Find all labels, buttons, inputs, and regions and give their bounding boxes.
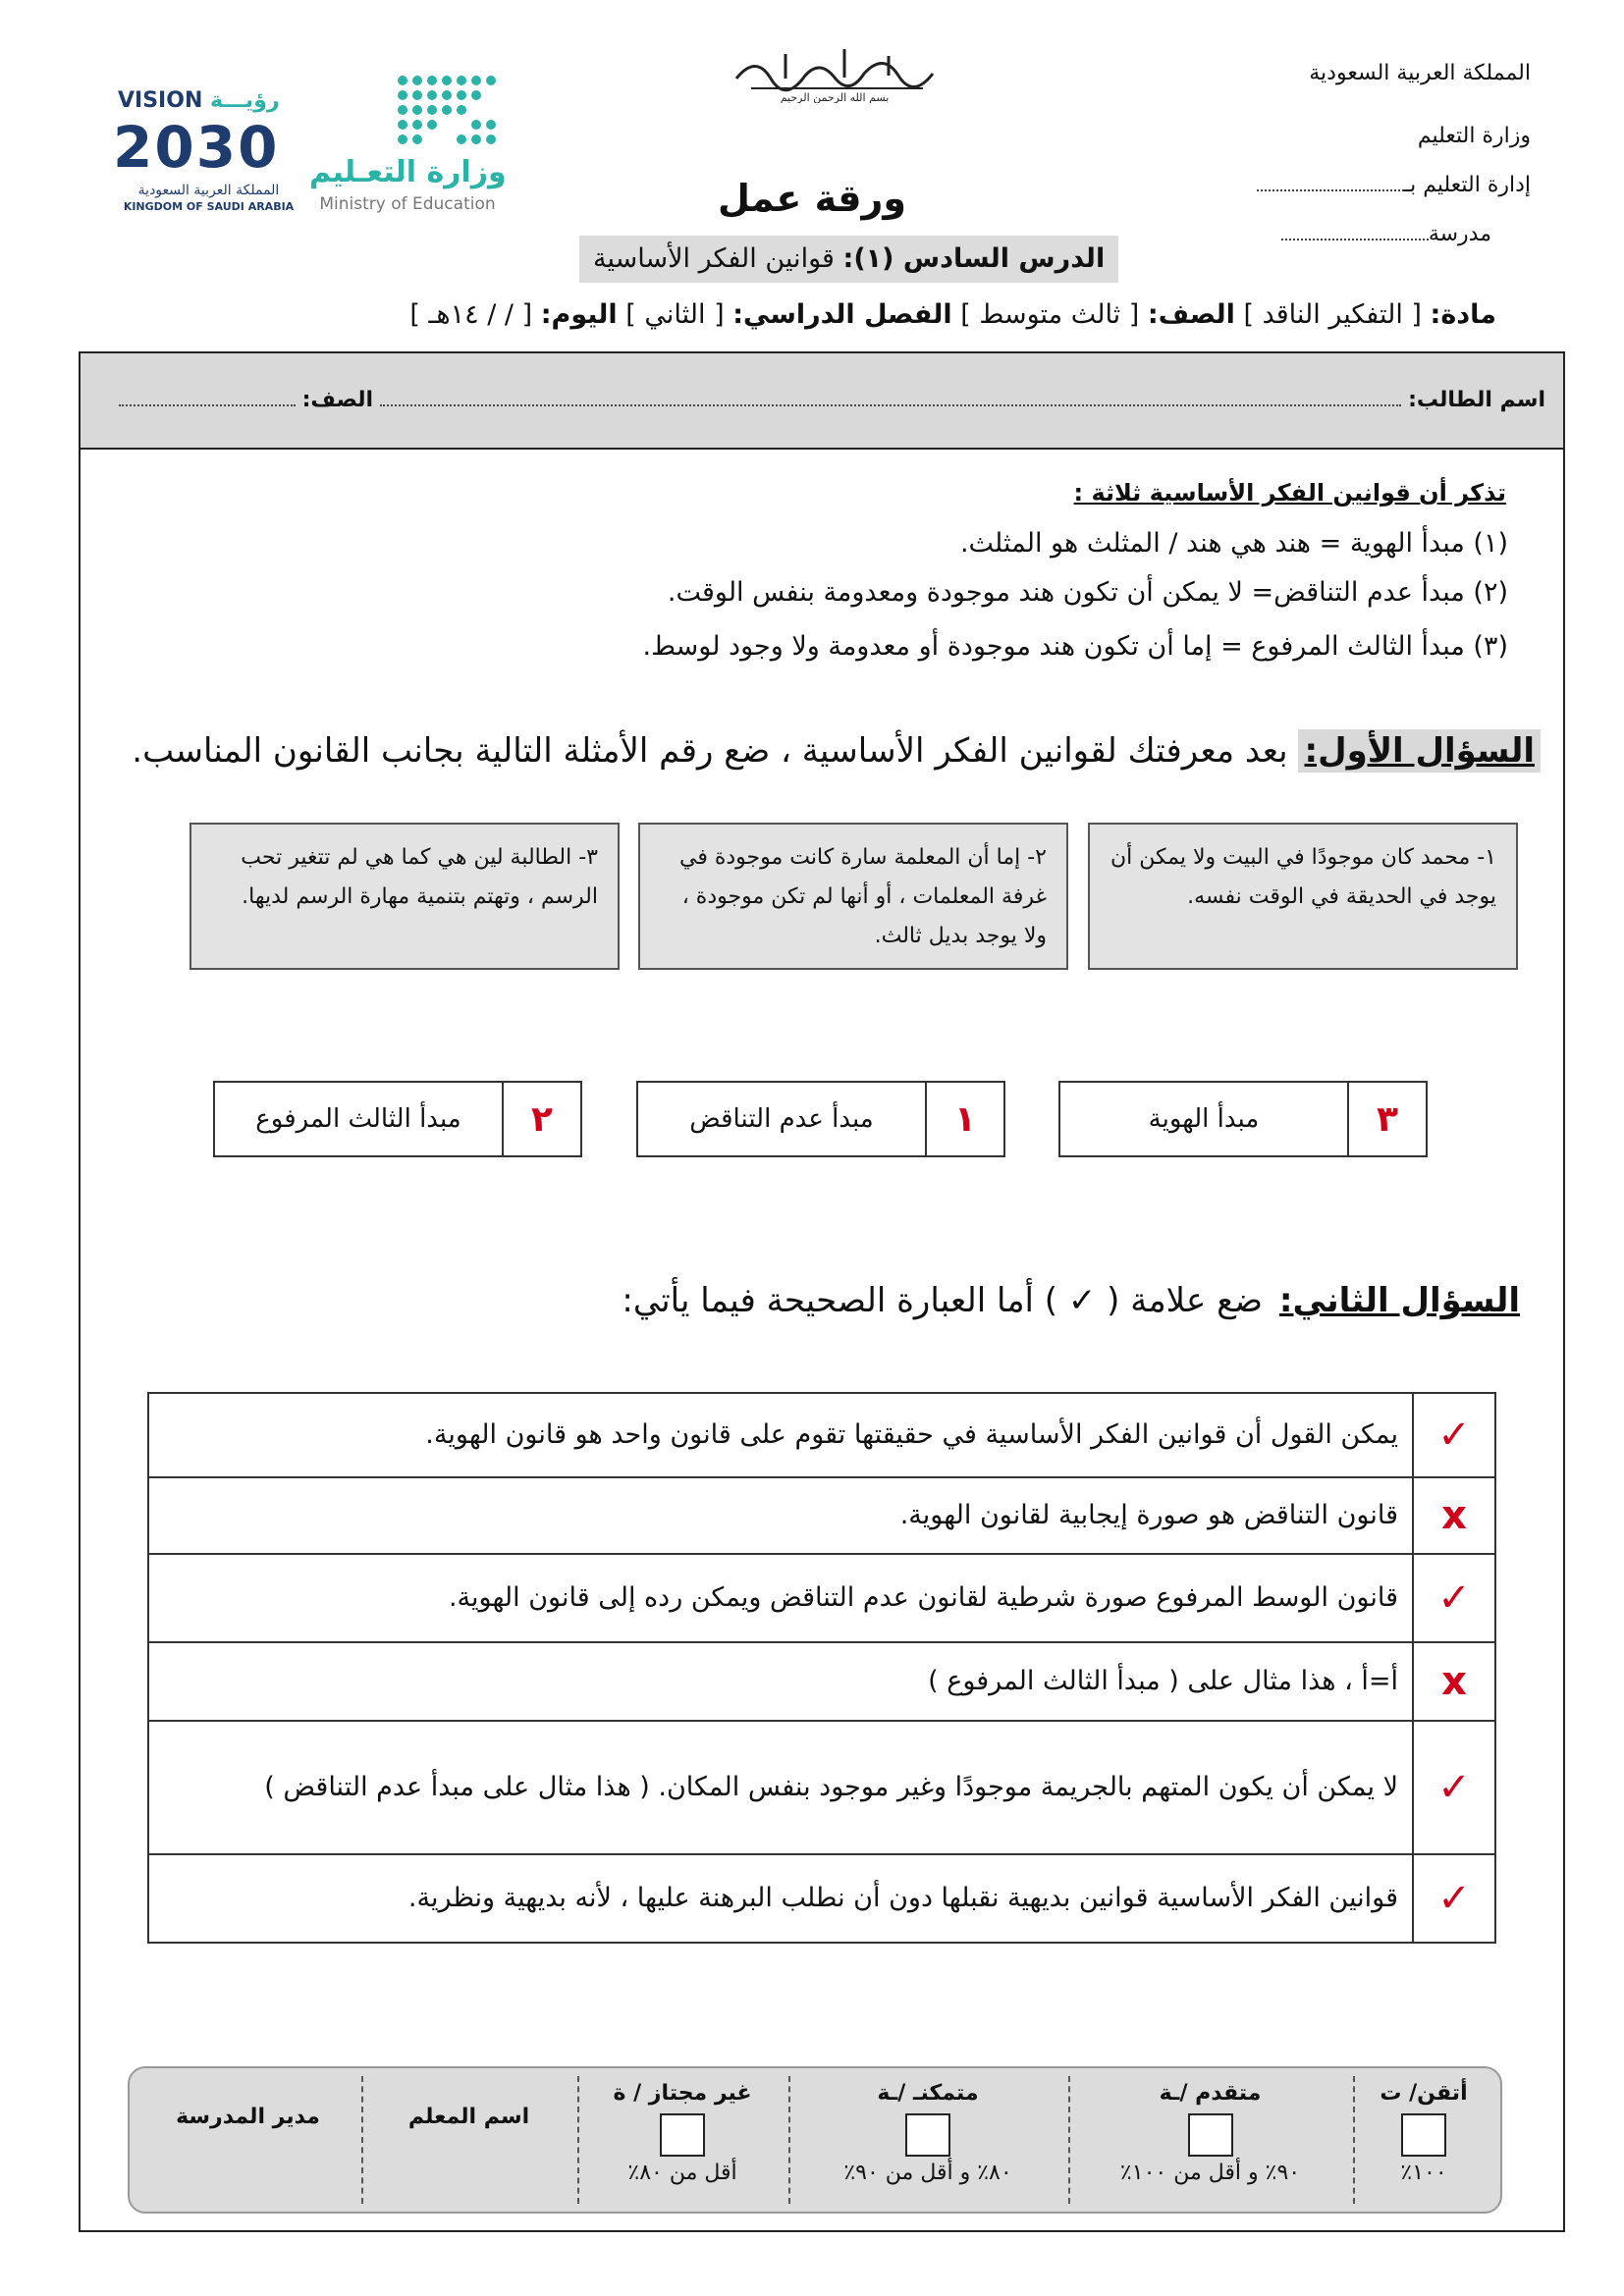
law-name: مبدأ الهوية [1148,1104,1260,1134]
answer-mark[interactable]: ✓ [1413,1854,1495,1943]
term-value: [ الثاني ] [625,299,725,330]
table-row [148,1477,1495,1554]
vision-year: 2030 [113,114,280,181]
school-line: مدرسة [1207,210,1531,259]
lesson-label: الدرس السادس (١): [842,243,1106,274]
lesson-name: قوانين الفكر الأساسية [593,243,835,274]
grade-level-range: ٨٠٪ و أقل من ٩٠٪ [843,2161,1012,2185]
grade-level-not-passed [579,2073,785,2207]
example-box: ١- محمد كان موجودًا في البيت ولا يمكن أن يوجد في الحديقة في الوقت نفسه. [1088,823,1518,970]
law-answer-number[interactable]: ٣ [1347,1083,1426,1155]
question-one-label: السؤال الأول: [1298,729,1541,773]
reminder-item: (١) مبدأ الهوية = هند هي هند / المثلث هو المثلث. [959,528,1508,559]
grade-divider [1353,2076,1355,2204]
law-box-excluded-middle [213,1081,582,1157]
worksheet-title: ورقة عمل [717,177,906,220]
table-row [148,1854,1495,1943]
lesson-title [579,236,1118,283]
moe-english-name: Ministry of Education [319,194,496,214]
table-row [148,1721,1495,1854]
principal-cell [137,2073,358,2207]
student-class-field[interactable] [119,403,296,406]
basmala-calligraphy [727,34,943,103]
student-name-label: اسم الطالب: [1408,388,1545,412]
law-name: مبدأ الثالث المرفوع [255,1104,461,1134]
example-box: ٢- إما أن المعلمة سارة كانت موجودة في غرفة المعلمات ، أو أنها لم تكن موجودة ، ولا يوجد بديل ثالث. [638,823,1068,970]
subject-value: [ التفكير الناقد ] [1243,299,1422,330]
school-header [1207,49,1531,259]
vision-kingdom-arabic: المملكة العربية السعودية [137,183,280,198]
term-label: الفصل الدراسي: [732,299,952,330]
svg-text:بسم الله الرحمن الرحيم: بسم الله الرحمن الرحيم [780,91,890,103]
grade-level-title: غير مجتاز / ة [613,2081,752,2106]
vision-english-word: VISION [118,88,203,113]
ministry-name: وزارة التعليم [1417,124,1531,148]
student-name-field[interactable] [380,403,1401,406]
grade-level-proficient [790,2073,1065,2207]
statement-text: يمكن القول أن قوانين الفكر الأساسية في حقيقتها تقوم على قانون واحد هو قانون الهوية. [148,1393,1413,1477]
grade-divider [1068,2076,1070,2204]
statement-text: لا يمكن أن يكون المتهم بالجريمة موجودًا وغير موجود بنفس المكان. ( هذا مثال على مبدأ عدم التناقض ) [148,1721,1413,1854]
principal-label: مدير المدرسة [176,2105,320,2129]
kingdom-name: المملكة العربية السعودية [1309,61,1531,85]
subject-label: مادة: [1430,299,1496,330]
answer-mark[interactable]: x [1413,1477,1495,1554]
grade-checkbox[interactable] [660,2113,705,2157]
class-label: الصف: [1147,299,1235,330]
grade-checkbox[interactable] [905,2113,950,2157]
question-two-table [147,1392,1496,1944]
grade-divider [577,2076,579,2204]
grade-level-title: أتقن/ ت [1380,2081,1468,2106]
question-two-heading [622,1281,1526,1320]
grade-level-mastered [1355,2073,1492,2207]
table-row [148,1554,1495,1642]
teacher-name-label: اسم المعلم [407,2105,530,2129]
statement-text: قانون الوسط المرفوع صورة شرطية لقانون عدم التناقض ويمكن رده إلى قانون الهوية. [148,1554,1413,1642]
reminder-item: (٢) مبدأ عدم التناقض= لا يمكن أن تكون هند موجودة ومعدومة بنفس الوقت. [667,577,1508,608]
grade-level-title: متمكنـ /ـة [877,2081,979,2106]
table-row [148,1393,1495,1477]
grade-level-range: أقل من ٨٠٪ [627,2161,737,2185]
table-row [148,1642,1495,1721]
grade-divider [361,2076,363,2204]
statement-text: قوانين الفكر الأساسية قوانين بديهية نقبلها دون أن نطلب البرهنة عليها ، لأنه بديهية ونظرية. [148,1854,1413,1943]
answer-mark[interactable]: x [1413,1642,1495,1721]
grade-level-range: ٩٠٪ و أقل من ١٠٠٪ [1119,2161,1301,2185]
day-label: اليوم: [540,299,618,330]
student-class-label: الصف: [301,388,374,412]
vision-arabic-word: رؤيـــة [210,88,280,113]
law-box-non-contradiction [636,1081,1005,1157]
reminder-item: (٣) مبدأ الثالث المرفوع = إما أن تكون هند موجودة أو معدومة ولا وجود لوسط. [642,631,1508,662]
grade-level-range: ١٠٠٪ [1400,2161,1447,2185]
statement-text: أ=أ ، هذا مثال على ( مبدأ الثالث المرفوع ) [148,1642,1413,1721]
student-name-line [119,388,1545,412]
moe-arabic-name: وزارة التعـليم [309,155,507,189]
course-info-line [102,299,1496,330]
grade-level-title: متقدم /ـة [1159,2081,1262,2106]
question-two-label: السؤال الثاني: [1278,1281,1520,1320]
law-box-identity [1058,1081,1428,1157]
vision-kingdom-english: KINGDOM OF SAUDI ARABIA [123,200,295,213]
question-one-text: بعد معرفتك لقوانين الفكر الأساسية ، ضع رقم الأمثلة التالية بجانب القانون المناسب. [132,731,1288,771]
teacher-name-cell [363,2073,574,2207]
statement-text: قانون التناقض هو صورة إيجابية لقانون الهوية. [148,1477,1413,1554]
date-value: [ / / ١٤هـ ] [409,299,533,330]
question-one-heading [132,731,1541,771]
grade-checkbox[interactable] [1401,2113,1446,2157]
grade-divider [788,2076,790,2204]
class-value: [ ثالث متوسط ] [960,299,1140,330]
grade-checkbox[interactable] [1188,2113,1233,2157]
reminder-title: تذكر أن قوانين الفكر الأساسية ثلاثة : [1073,479,1506,507]
law-name: مبدأ عدم التناقض [689,1104,874,1134]
directorate-line: إدارة التعليم بـ [1207,161,1531,210]
answer-mark[interactable]: ✓ [1413,1721,1495,1854]
grade-level-advanced [1070,2073,1350,2207]
law-answer-number[interactable]: ٢ [502,1083,580,1155]
answer-mark[interactable]: ✓ [1413,1554,1495,1642]
law-answer-number[interactable]: ١ [925,1083,1003,1155]
answer-mark[interactable]: ✓ [1413,1393,1495,1477]
example-box: ٣- الطالبة لين هي كما هي لم تتغير تحب الرسم ، وتهتم بتنمية مهارة الرسم لديها. [189,823,620,970]
question-two-text: ضع علامة ( ✓ ) أما العبارة الصحيحة فيما يأتي: [622,1281,1264,1320]
